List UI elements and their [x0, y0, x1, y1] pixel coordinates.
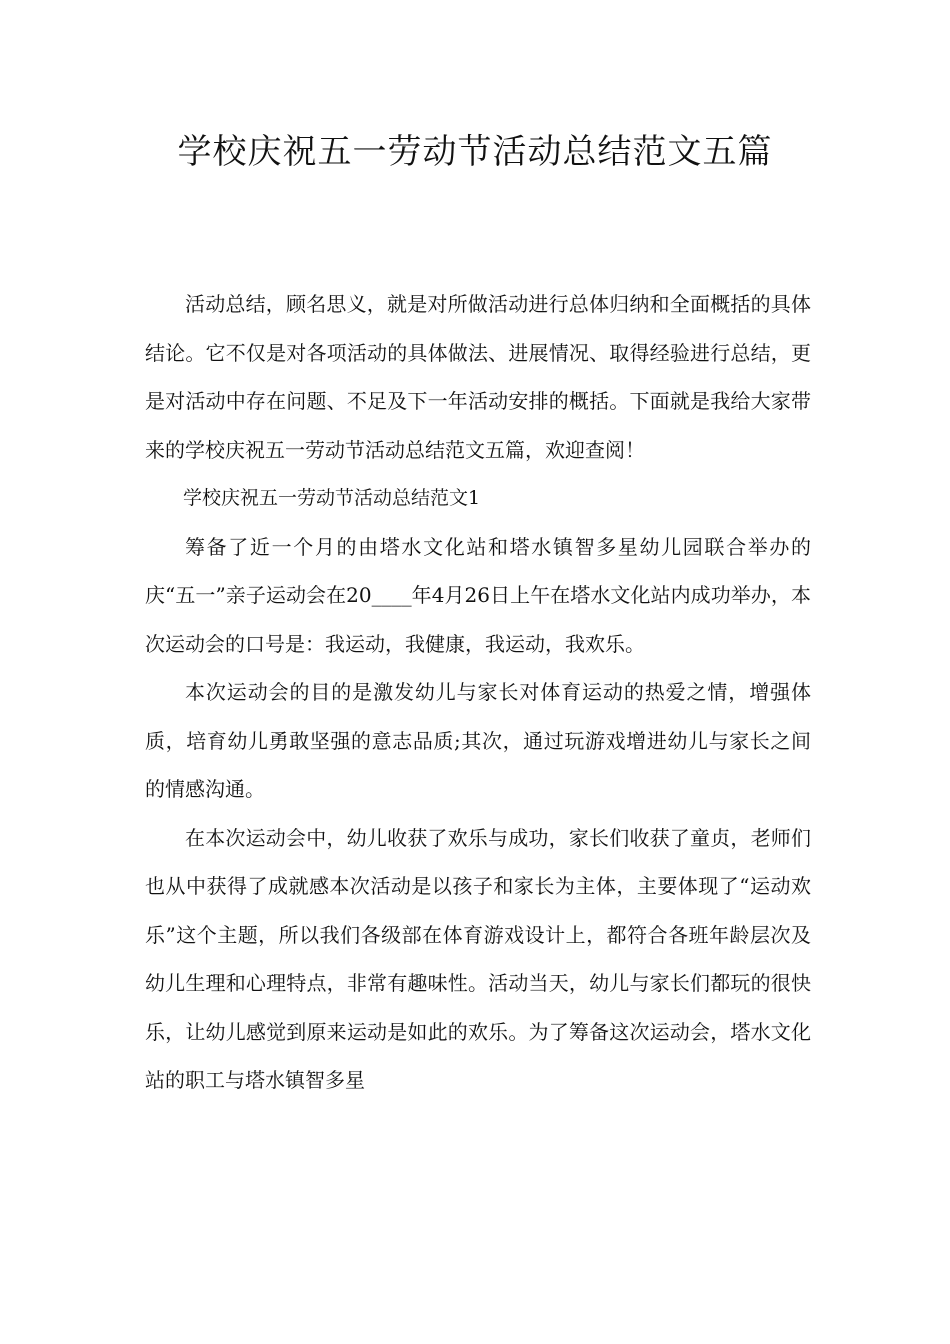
body-paragraph: 筹备了近一个月的由塔水文化站和塔水镇智多星幼儿园联合举办的庆“五一”亲子运动会在20____年4月26日上午在塔水文化站内成功举办，本次运动会的口号是：我运动，我健康，我运动，我欢乐。 [145, 534, 811, 656]
body-paragraph: 本次运动会的目的是激发幼儿与家长对体育运动的热爱之情，增强体质，培育幼儿勇敢坚强的意志品质;其次，通过玩游戏增进幼儿与家长之间的情感沟通。 [145, 680, 811, 801]
intro-paragraph: 活动总结，顾名思义，就是对所做活动进行总体归纳和全面概括的具体结论。它不仅是对各项活动的具体做法、进展情况、取得经验进行总结，更是对活动中存在问题、不足及下一年活动安排的概括。下面就是我给大家带来的学校庆祝五一劳动节活动总结范文五篇，欢迎查阅！ [145, 292, 811, 462]
body-paragraph: 在本次运动会中，幼儿收获了欢乐与成功，家长们收获了童贞，老师们也从中获得了成就感本次活动是以孩子和家长为主体，主要体现了“运动欢乐”这个主题，所以我们各级部在体育游戏设计上，都符合各班年龄层次及幼儿生理和心理特点，非常有趣味性。活动当天，幼儿与家长们都玩的很快乐，让幼儿感觉到原来运动是如此的欢乐。为了筹备这次运动会，塔水文化站的职工与塔水镇智多星 [145, 825, 811, 1092]
section-heading: 学校庆祝五一劳动节活动总结范文1 [183, 487, 481, 509]
document-body [145, 280, 811, 1105]
document-title: 学校庆祝五一劳动节活动总结范文五篇 [177, 132, 773, 172]
